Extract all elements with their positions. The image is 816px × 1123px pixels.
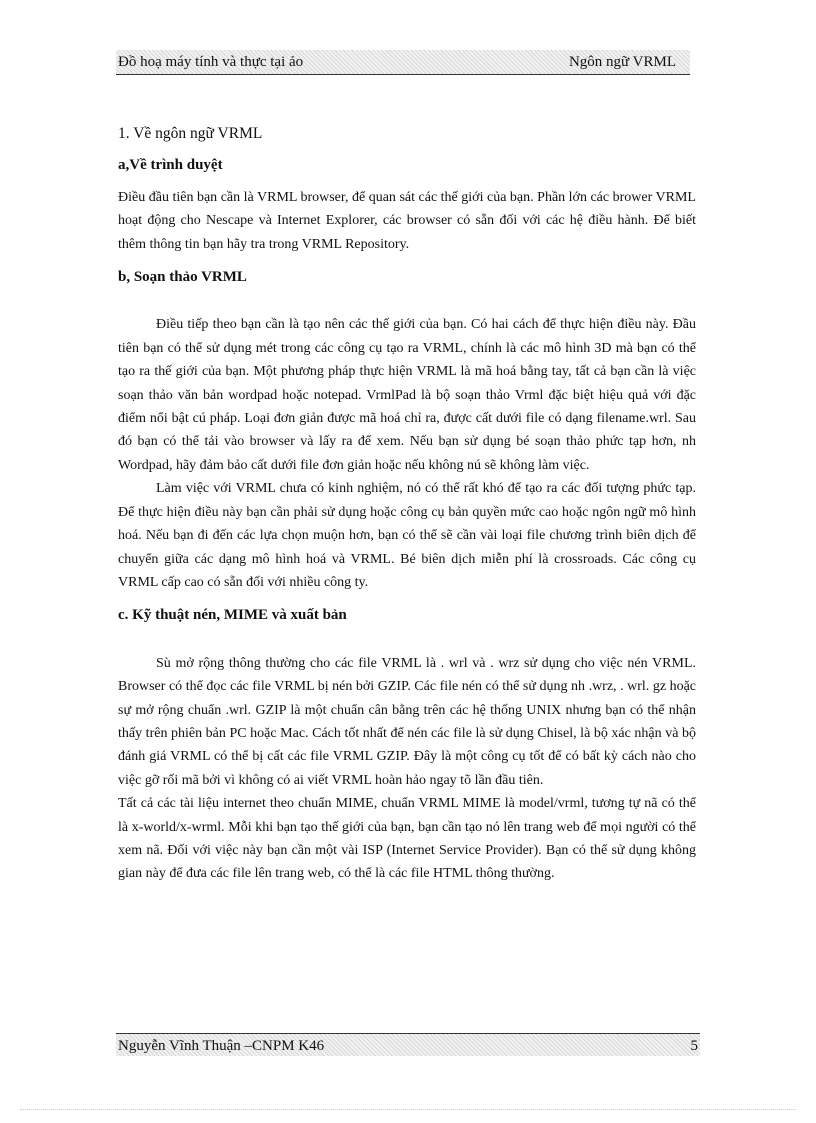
section-b-heading: b, Soạn thảo VRML xyxy=(118,269,247,286)
page-edge-divider xyxy=(20,1109,796,1110)
header-chapter-title: Ngôn ngữ VRML xyxy=(568,54,676,70)
section-c-heading: c. Kỹ thuật nén, MIME và xuất bản xyxy=(118,607,347,624)
footer-page-number: 5 xyxy=(690,1038,698,1054)
header-document-title: Đồ hoạ máy tính và thực tại ảo xyxy=(118,54,304,70)
section-a-paragraph: Điều đầu tiên bạn cần là VRML browser, để quan sát các thế giới của bạn. Phần lớn các brower VRML hoạt động cho Nescape và Internet Explorer, các browser có sẵn đối với các hệ điều hành. Để biết thêm thông tin bạn hãy tra trong VRML Repository. xyxy=(118,189,696,252)
footer-author: Nguyễn Vĩnh Thuận –CNPM K46 xyxy=(118,1038,325,1054)
section-b-paragraph-1: Điều tiếp theo bạn cần là tạo nên các thế giới của bạn. Có hai cách để thực hiện điều này. Đầu tiên bạn có thể sử dụng mét trong các công cụ tạo ra VRML, chính là các mô hình 3D mà bạn có thể tạo ra thế giới của bạn. Một phương pháp thực hiện VRML là mã hoá bằng tay, tất cả bạn cần là việc soạn thảo văn bản wordpad hoặc notepad. VrmlPad là bộ soạn thảo Vrml đặc biệt hiệu quả với đặc điểm nổi bật cú pháp. Loại đơn giản được mã hoá chỉ ra, được cất dưới file có dạng filename.wrl. Sau đó bạn có thể tải vào browser và lấy ra để xem. Nếu bạn sử dụng bé soạn thảo phức tạp hơn, nh Wordpad, hãy đảm bảo cất dưới file đơn giản hoặc nếu không nú sẽ không làm việc. xyxy=(118,317,696,473)
page-content xyxy=(118,122,696,886)
section-b-paragraph-2: Làm việc với VRML chưa có kinh nghiệm, nó có thể rất khó để tạo ra các đối tượng phức tạp. Để thực hiện điều này bạn cần phải sử dụng hoặc công cụ bản quyền mức cao hoặc ngôn ngữ mô hình hoá. Nếu bạn đi đến các lựa chọn muộn hơn, bạn có thể sẽ cần vài loại file chương trình biên dịch để chuyển giữa các dạng mô hình hoá và VRML. Bé biên dịch miễn phí là crossroads. Các công cụ VRML cấp cao có sẵn đối với nhiều công ty. xyxy=(118,481,696,590)
section-a-heading: a,Về trình duyệt xyxy=(118,157,223,174)
page-header xyxy=(116,50,690,75)
section-1-heading: 1. Về ngôn ngữ VRML xyxy=(118,125,263,142)
page-footer xyxy=(116,1033,700,1056)
section-c-paragraph-2: Tất cả các tài liệu internet theo chuẩn MIME, chuẩn VRML MIME là model/vrml, tương tự nã có thể là x-world/x-wrml. Mỗi khi bạn tạo thế giới của bạn, bạn cần tạo nó lên trang web để mọi người có thể xem nã. Đối với việc này bạn cần một vài ISP (Internet Service Provider). Bạn có thể sử dụng không gian này để đưa các file lên trang web, có thể là các file HTML thông thường. xyxy=(118,796,696,882)
section-c-paragraph-1: Sù mở rộng thông thường cho các file VRML là . wrl và . wrz sử dụng cho việc nén VRML. Browser có thể đọc các file VRML bị nén bởi GZIP. Các file nén có thể sử dụng nh .wrz, . wrl. gz hoặc sự mở rộng chuẩn .wrl. GZIP là một chuẩn cân bằng trên các hệ thống UNIX nhưng bạn có thể nhận thấy trên phiên bản PC hoặc Mac. Cách tốt nhất để nén các file là sử dụng Chisel, là bộ xác nhận và bộ đánh giá VRML có thể bị cất các file VRML GZIP. Đây là một công cụ tốt để có bất kỳ cách nào cho việc gỡ rối mã bởi vì không có ai viết VRML hoàn hảo ngay tõ lần đầu tiên. xyxy=(118,655,696,788)
